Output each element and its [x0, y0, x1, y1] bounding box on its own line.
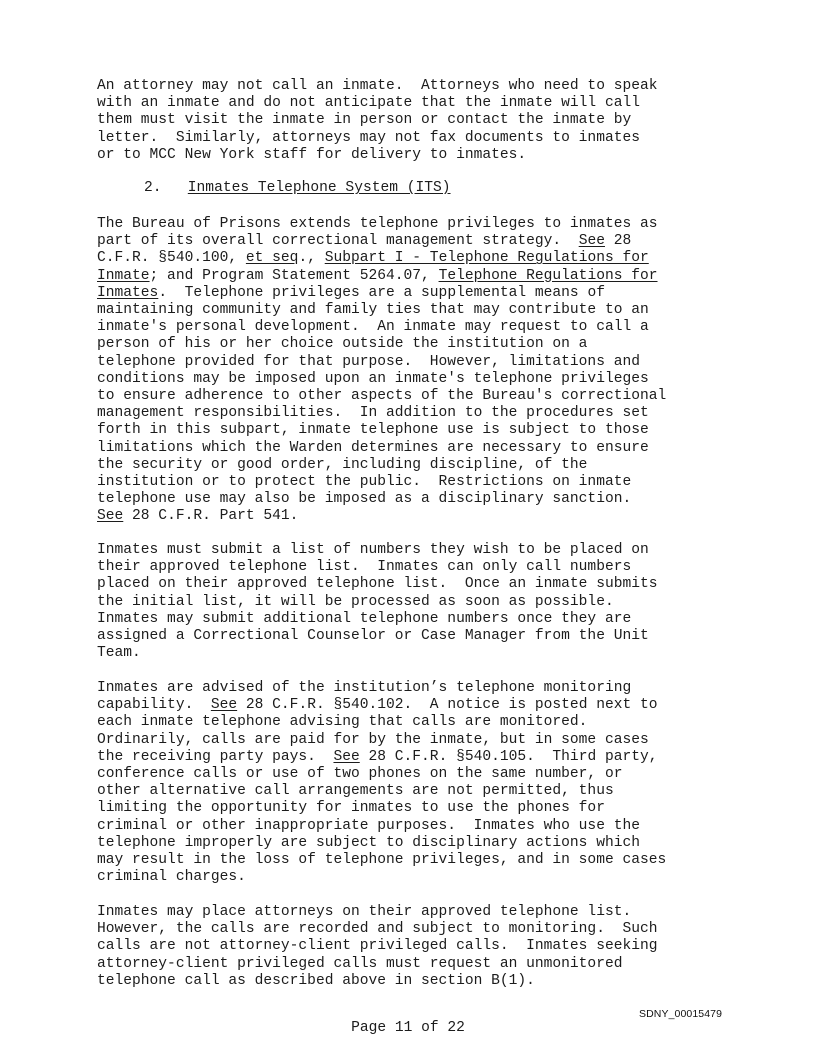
- bates-number: SDNY_00015479: [639, 1008, 723, 1020]
- section-heading: [144, 180, 451, 197]
- citation-signal: See: [333, 748, 360, 765]
- section-title: Inmates Telephone System (ITS): [187, 180, 451, 196]
- citation-signal: See: [97, 508, 124, 525]
- section-number: 2.: [144, 180, 162, 196]
- citation-program-statement-title: Telephone Regulations for: [438, 267, 658, 284]
- citation-et-seq: et seq: [245, 250, 299, 267]
- citation-subpart-title-cont: Inmate: [97, 267, 150, 284]
- paragraph-approved-list: Inmates must submit a list of numbers they wish to be placed on their approved telephone list. Inmates can only call numbers placed on their approved telephone list. Once an inmate submits the initial list, it will be processed as soon as possible. Inmates may submit additional telephone numbers once they are assigned a Correctional Counselor or Case Manager from the Unit Team.: [97, 542, 658, 662]
- page-number-footer: Page 11 of 22: [351, 1020, 465, 1036]
- paragraph-telephone-privileges: The Bureau of Prisons extends telephone privileges to inmates as part of its overall correctional management strategy. See 28 C.F.R. §540.100, et seq., Subpart I - Telephone Regulations for Inmate; and Program Statement 5264.07, Telephone Regulations for Inmates. Telephone privileges are a supplemental means of maintaining community and family ties that may contribute to an inmate's personal development. An inmate may request to call a person of his or her choice outside the institution on a telephone provided for that purpose. However, limitations and conditions may be imposed upon an inmate's telephone privileges to ensure adherence to other aspects of the Bureau's correctional management responsibilities. In addition to the procedures set forth in this subpart, inmate telephone use is subject to those limitations which the Warden determines are necessary to ensure the security or good order, including discipline, of the institution or to protect the public. Restrictions on inmate telephone use may also be imposed as a disciplinary sanction. See 28 C.F.R. Part 541.: [97, 216, 667, 525]
- paragraph-monitoring: Inmates are advised of the institution’s telephone monitoring capability. See 28 C.F.R. §540.102. A notice is posted next to each inmate telephone advising that calls are monitored. Ordinarily, calls are paid for by the inmate, but in some cases the receiving party pays. See 28 C.F.R. §540.105. Third party, conference calls or use of two phones on the same number, or other alternative call arrangements are not permitted, thus limiting the opportunity for inmates to use the phones for criminal or other inappropriate purposes. Inmates who use the telephone improperly are subject to disciplinary actions which may result in the loss of telephone privileges, and in some cases criminal charges.: [97, 680, 667, 886]
- citation-program-statement-title-cont: Inmates: [97, 284, 159, 301]
- paragraph-attorney-calls: An attorney may not call an inmate. Attorneys who need to speak with an inmate and do not anticipate that the inmate will call them must visit the inmate in person or contact the inmate by letter. Similarly, attorneys may not fax documents to inmates or to MCC New York staff for delivery to inmates.: [97, 78, 658, 163]
- citation-signal: See: [210, 697, 238, 714]
- citation-subpart-title: Subpart I - Telephone Regulations for: [324, 250, 649, 267]
- paragraph-attorney-list: Inmates may place attorneys on their approved telephone list. However, the calls are recorded and subject to monitoring. Such calls are not attorney-client privileged calls. Inmates seeking attorney-client privileged calls must request an unmonitored telephone call as described above in section B(1).: [97, 904, 658, 989]
- citation-signal: See: [578, 233, 605, 250]
